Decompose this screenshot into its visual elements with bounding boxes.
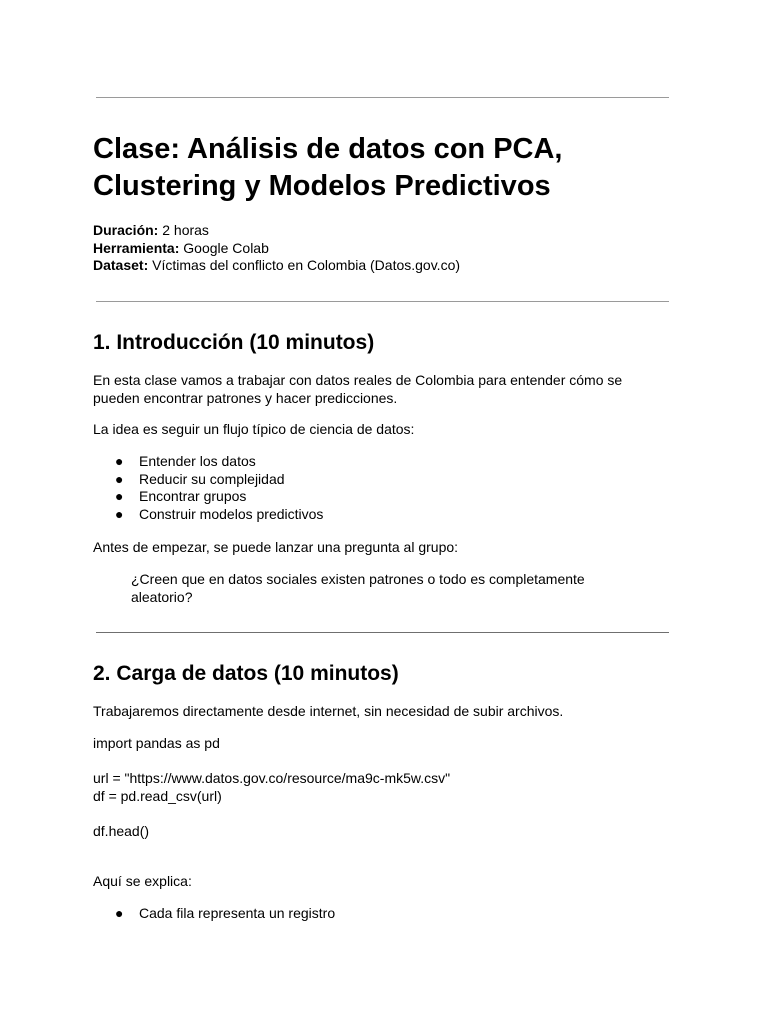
paragraph: En esta clase vamos a trabajar con datos reales de Colombia para entender cómo se pueden encontrar patrones y hacer predicciones. [93,372,623,406]
meta-dataset: Dataset: Víctimas del conflicto en Colombia (Datos.gov.co) [93,257,461,273]
horizontal-rule [96,97,669,98]
meta-tool: Herramienta: Google Colab [93,239,269,256]
bullet-list-flujo [93,453,323,523]
paragraph: La idea es seguir un flujo típico de ciencia de datos: [93,421,415,437]
list-item: ● Reducir su complejidad [115,470,285,487]
meta-duration: Duración: 2 horas [93,222,209,238]
list-item: ● Construir modelos predictivos [115,505,324,522]
paragraph: Aquí se explica: [93,873,192,889]
bullet-list-explicacion [93,905,335,923]
code-line-read-csv: df = pd.read_csv(url) [93,788,222,804]
list-item: ● Entender los datos [115,453,256,469]
horizontal-rule [96,632,669,633]
indented-question: ¿Creen que en datos sociales existen patrones o todo es completamente aleatorio? [131,571,585,605]
bullet-icon: ● [115,453,124,469]
bullet-icon: ● [115,505,124,522]
metadata-block [93,222,460,275]
bullet-icon: ● [115,905,124,921]
code-line-import: import pandas as pd [93,735,220,751]
horizontal-rule [96,301,669,302]
paragraph: Trabajaremos directamente desde internet, sin necesidad de subir archivos. [93,703,564,719]
list-item: ● Encontrar grupos [115,488,247,505]
code-line-url: url = "https://www.datos.gov.co/resource/ma9c-mk5w.csv" [93,770,451,786]
list-item: ● Cada fila representa un registro [115,905,336,921]
code-line-head: df.head() [93,823,150,839]
document-title: Clase: Análisis de datos con PCA, Clustering y Modelos Predictivos [93,133,563,202]
paragraph: Antes de empezar, se puede lanzar una pregunta al grupo: [93,539,459,555]
bullet-icon: ● [115,470,124,487]
section-heading-introduccion: 1. Introducción (10 minutos) [93,331,375,354]
bullet-icon: ● [115,488,124,505]
section-heading-carga-de-datos: 2. Carga de datos (10 minutos) [93,662,399,685]
